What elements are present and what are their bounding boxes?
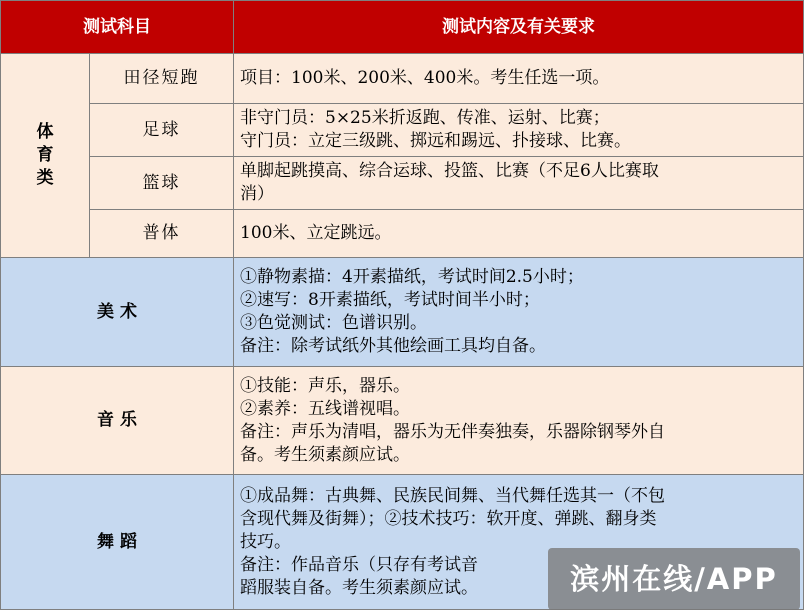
content-line: 单脚起跳摸高、综合运球、投篮、比赛（不足6人比赛取 [240, 161, 659, 181]
content-line: 备注：除考试纸外其他绘画工具均自备。 [240, 336, 546, 356]
content-line: ②素养：五线谱视唱。 [240, 398, 410, 419]
content-line: 技巧。 [240, 531, 291, 552]
table-row-basketball [1, 157, 804, 210]
table-row-football [1, 104, 804, 157]
content-line: 100米、立定跳远。 [240, 223, 392, 243]
content-line: 消） [240, 184, 274, 204]
category-char: 体 [36, 122, 54, 142]
watermark-logo: 滨州在线/APP [548, 548, 800, 610]
subject-football: 足球 [90, 104, 234, 157]
content-line: ①技能：声乐，器乐。 [240, 375, 410, 396]
category-sports [1, 54, 90, 258]
content-line: 含现代舞及街舞）；②技术技巧：软开度、弹跳、翻身类 [240, 508, 657, 529]
content-basketball [234, 157, 804, 210]
subject-basketball: 篮球 [90, 157, 234, 210]
subject-art: 美 术 [1, 258, 234, 367]
content-line: 蹈服装自备。考生须素颜应试。 [240, 577, 478, 598]
table-header-row [1, 1, 804, 54]
content-line: 备注：作品音乐（只存有考试音 [240, 554, 478, 575]
table-row-general [1, 210, 804, 258]
header-subject: 测试科目 [1, 1, 234, 54]
content-line: ③色觉测试：色谱识别。 [240, 313, 427, 333]
content-music [234, 367, 804, 475]
content-line: 项目：100米、200米、400米。考生任选一项。 [240, 68, 610, 88]
content-line: 守门员：立定三级跳、掷远和踢远、扑接球、比赛。 [240, 131, 631, 151]
content-line: 备。考生须素颜应试。 [240, 444, 410, 465]
content-football [234, 104, 804, 157]
table-row-art [1, 258, 804, 367]
category-char: 类 [36, 168, 54, 188]
content-line: ①静物素描：4开素描纸，考试时间2.5小时； [240, 267, 584, 287]
subject-general: 普体 [90, 210, 234, 258]
header-requirements: 测试内容及有关要求 [234, 1, 804, 54]
category-char: 育 [36, 145, 54, 165]
content-line: 备注：声乐为清唱，器乐为无伴奏独奏，乐器除钢琴外自 [240, 421, 665, 442]
subject-sprint: 田径短跑 [90, 54, 234, 104]
subject-music: 音 乐 [1, 367, 234, 475]
content-line: 非守门员：5×25米折返跑、传准、运射、比赛； [240, 108, 610, 128]
table-row-music [1, 367, 804, 475]
content-general [234, 210, 804, 258]
content-line: ②速写：8开素描纸，考试时间半小时； [240, 290, 540, 310]
content-line: ①成品舞：古典舞、民族民间舞、当代舞任选其一（不包 [240, 485, 665, 506]
content-art [234, 258, 804, 367]
content-sprint [234, 54, 804, 104]
table-row-sprint [1, 54, 804, 104]
subject-dance: 舞 蹈 [1, 475, 234, 610]
